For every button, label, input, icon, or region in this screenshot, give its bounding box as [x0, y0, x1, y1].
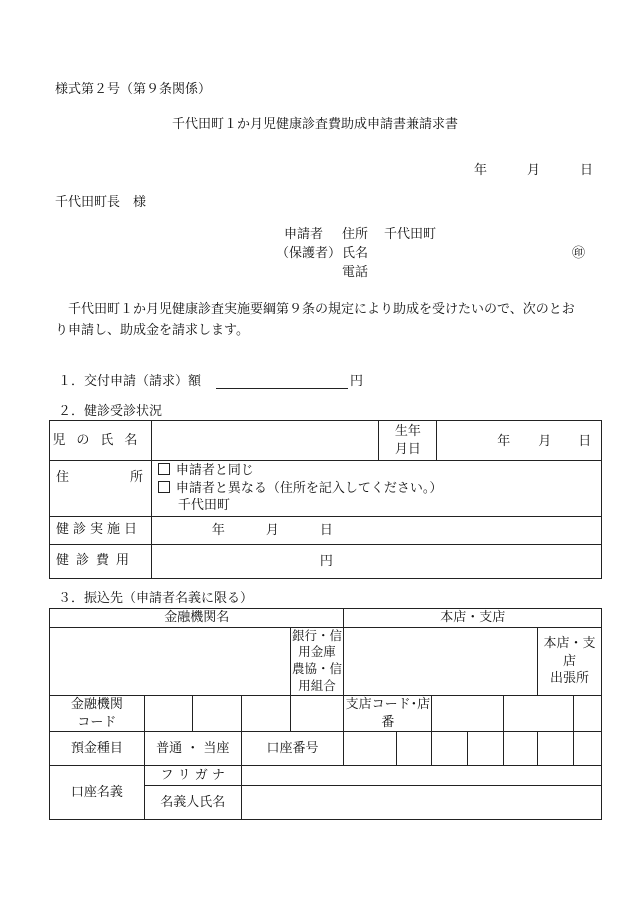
account-digit-2[interactable]: [397, 732, 432, 766]
account-digit-4[interactable]: [468, 732, 504, 766]
branch-code-digit-1[interactable]: [432, 696, 504, 732]
request-amount-label: １．交付申請（請求）額: [58, 374, 202, 389]
exam-status-table: [49, 420, 602, 579]
exam-day: 日: [319, 522, 333, 538]
birth-day: 日: [578, 434, 592, 449]
account-digit-6[interactable]: [538, 732, 574, 766]
account-number-label: 口座番号: [241, 732, 344, 766]
branch-code-digit-2[interactable]: [504, 696, 574, 732]
request-amount-line[interactable]: [216, 388, 348, 389]
date-day-label: 日: [580, 163, 594, 178]
exam-fee-field[interactable]: [151, 544, 601, 578]
furigana-label: フ リ ガ ナ: [144, 766, 241, 786]
bank-name-header: 金融機関名: [50, 609, 344, 628]
bank-types-line2: 農協・信用組合: [291, 661, 342, 694]
bank-code-label-line1: 金融機関: [70, 697, 123, 713]
child-address-label-b: 所: [130, 470, 144, 485]
phone-label: 電話: [342, 265, 369, 280]
branch-types: [538, 627, 602, 696]
bank-code-digit-3[interactable]: [241, 696, 290, 732]
bank-code-label-line2: コード: [77, 714, 117, 730]
deposit-type-options[interactable]: 普通 ・ 当座: [144, 732, 241, 766]
exam-month: 月: [265, 522, 279, 538]
birth-label-line1: 生年: [394, 423, 421, 439]
checkbox-same[interactable]: [158, 463, 170, 475]
address-label: 住所: [342, 227, 369, 242]
option-diff-label: 申請者と異なる（住所を記入してください。）: [175, 480, 443, 496]
name-label: 氏名: [342, 246, 369, 261]
birth-month: 月: [538, 434, 552, 449]
branch-code-digit-3[interactable]: [573, 696, 601, 732]
exam-date-label: 健診実施日: [50, 516, 152, 544]
branch-header: 本店・支店: [344, 609, 602, 628]
deposit-type-label: 預金種目: [50, 732, 145, 766]
form-number: 様式第２号（第９条関係）: [55, 82, 212, 97]
branch-code-label-line1: 支店コード･店: [345, 697, 431, 713]
holder-name-label: 名義人氏名: [144, 786, 241, 820]
bank-transfer-table: [49, 608, 602, 820]
body-text-line2: り申請し、助成金を請求します。: [55, 323, 249, 338]
bank-code-digit-2[interactable]: [192, 696, 241, 732]
account-digit-3[interactable]: [432, 732, 468, 766]
child-name-field[interactable]: [151, 421, 379, 461]
child-town: 千代田町: [177, 498, 230, 514]
date-month-label: 月: [527, 163, 541, 178]
birth-label-line2: 月日: [394, 441, 421, 457]
exam-fee-unit: 円: [319, 553, 333, 569]
birth-date-field[interactable]: [437, 421, 602, 461]
branch-code-label: [344, 696, 432, 732]
exam-date-field[interactable]: [151, 516, 601, 544]
bank-code-label: [50, 696, 145, 732]
applicant-label: 申請者: [284, 227, 324, 242]
account-holder-label: 口座名義: [50, 766, 145, 820]
account-digit-7[interactable]: [573, 732, 601, 766]
bank-name-field[interactable]: [50, 627, 291, 696]
bank-code-digit-4[interactable]: [290, 696, 344, 732]
section3-heading: ３．振込先（申請者名義に限る）: [58, 591, 254, 606]
child-address-label: [50, 461, 152, 517]
checkbox-different[interactable]: [158, 481, 170, 493]
child-address-label-a: 住: [56, 470, 70, 485]
account-digit-1[interactable]: [344, 732, 397, 766]
option-same-label: 申請者と同じ: [175, 463, 254, 478]
page-title: 千代田町１か月児健康診査費助成申請書兼請求書: [171, 117, 458, 132]
furigana-field[interactable]: [241, 766, 601, 786]
seal-mark: ㊞: [572, 246, 586, 261]
option-same-row[interactable]: [158, 462, 595, 480]
branch-types-line1: 本店・支店: [543, 635, 596, 669]
bank-code-digit-1[interactable]: [144, 696, 192, 732]
child-address-field: [151, 461, 601, 517]
birth-date-label: [379, 421, 437, 461]
holder-name-field[interactable]: [241, 786, 601, 820]
address-value: 千代田町: [384, 227, 437, 242]
birth-year: 年: [497, 434, 511, 449]
child-name-label: 児の氏名: [50, 421, 152, 461]
bank-types: [290, 627, 344, 696]
account-digit-5[interactable]: [504, 732, 538, 766]
branch-code-label-line2: 番: [381, 714, 395, 730]
request-amount-unit: 円: [350, 374, 364, 389]
option-diff-row[interactable]: [158, 480, 595, 498]
branch-name-field[interactable]: [344, 627, 538, 696]
date-year-label: 年: [474, 163, 488, 178]
body-text-line1: 千代田町１か月児健康診査実施要綱第９条の規定により助成を受けたいので、次のとお: [55, 302, 575, 317]
guardian-label: （保護者）: [276, 246, 342, 261]
branch-types-line2: 出張所: [550, 671, 590, 687]
addressee: 千代田町長 様: [55, 195, 147, 210]
bank-types-line1: 銀行・信用金庫: [291, 627, 342, 660]
section2-heading: ２．健診受診状況: [58, 404, 163, 419]
exam-fee-label: 健診費用: [50, 544, 152, 578]
exam-year: 年: [211, 522, 225, 538]
